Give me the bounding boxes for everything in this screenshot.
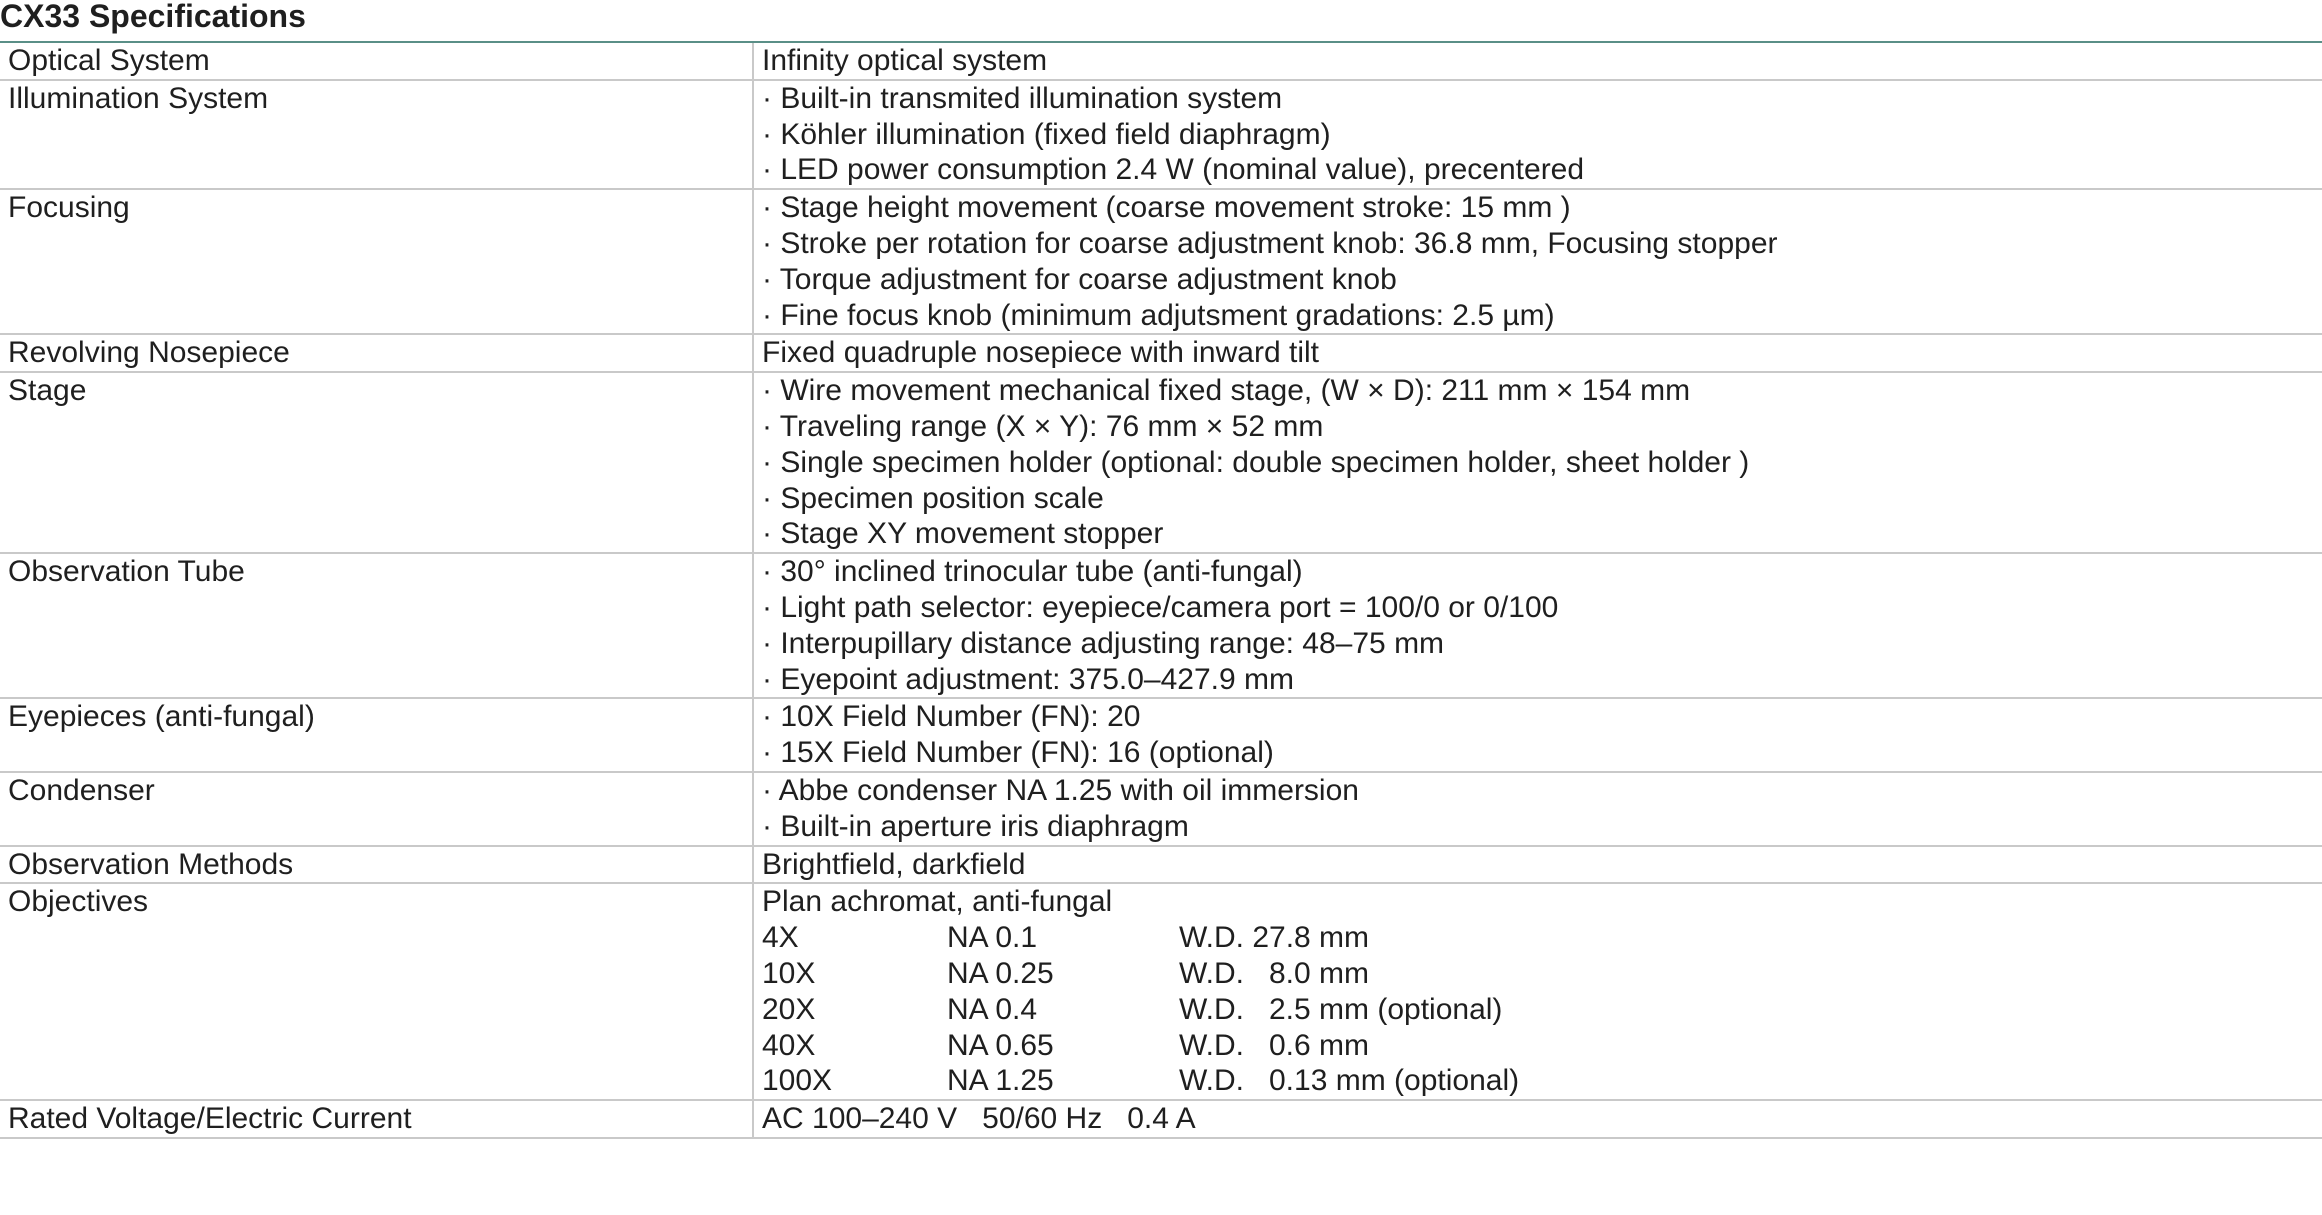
spec-value-line: Fixed quadruple nosepiece with inward tilt <box>762 336 1319 370</box>
spec-value-line: · Traveling range (X × Y): 76 mm × 52 mm <box>762 409 1324 443</box>
spec-value-line: · Specimen position scale <box>762 481 1104 515</box>
objective-magnification: 20X <box>762 992 816 1026</box>
objective-row <box>762 920 2322 956</box>
spec-row-revolving-nosepiece <box>0 334 2322 372</box>
spec-value-line: · Stroke per rotation for coarse adjustment knob: 36.8 mm, Focusing stopper <box>762 226 1778 260</box>
spec-row-condenser <box>0 772 2322 846</box>
objective-numerical-aperture: NA 0.65 <box>947 1028 1054 1062</box>
spec-value-line: · LED power consumption 2.4 W (nominal value), precentered <box>762 153 1585 187</box>
objective-magnification: 4X <box>762 921 799 955</box>
spec-value-line: · Built-in transmited illumination system <box>762 81 1283 115</box>
spec-label <box>0 553 753 698</box>
spec-row-illumination-system <box>0 80 2322 189</box>
spec-value <box>753 772 2322 846</box>
spec-value <box>753 846 2322 884</box>
spec-value-line: · 30° inclined trinocular tube (anti-fungal) <box>762 555 1303 589</box>
spec-value-line: · 15X Field Number (FN): 16 (optional) <box>762 736 1274 770</box>
spec-label-text: Stage <box>8 374 87 408</box>
spec-row-objectives <box>0 883 2322 1100</box>
spec-value <box>753 553 2322 698</box>
spec-table <box>0 43 2322 1139</box>
spec-value-line: · Wire movement mechanical fixed stage, (W × D): 211 mm × 154 mm <box>762 374 1691 408</box>
objective-working-distance: W.D. 0.13 mm (optional) <box>1179 1064 1520 1098</box>
objective-row <box>762 1028 2322 1064</box>
spec-label <box>0 372 753 553</box>
spec-value <box>753 80 2322 189</box>
objective-working-distance: W.D. 27.8 mm <box>1179 921 1370 955</box>
spec-label-text: Objectives <box>8 885 149 919</box>
spec-label <box>0 43 753 80</box>
spec-value-line: · Abbe condenser NA 1.25 with oil immersion <box>762 773 1359 807</box>
spec-row-stage <box>0 372 2322 553</box>
page-title: CX33 Specifications <box>0 0 306 34</box>
spec-label-text: Focusing <box>8 191 130 225</box>
objective-magnification: 10X <box>762 956 816 990</box>
spec-row-observation-tube <box>0 553 2322 698</box>
spec-label-text: Optical System <box>8 44 210 77</box>
objective-row <box>762 956 2322 992</box>
objective-row <box>762 992 2322 1028</box>
spec-label-text: Revolving Nosepiece <box>8 336 290 370</box>
spec-label <box>0 883 753 1100</box>
spec-row-rated-voltage-electric-current <box>0 1100 2322 1138</box>
spec-label <box>0 772 753 846</box>
spec-label <box>0 846 753 884</box>
objective-working-distance: W.D. 0.6 mm <box>1179 1028 1370 1062</box>
objective-magnification: 40X <box>762 1028 816 1062</box>
spec-label-text: Eyepieces (anti-fungal) <box>8 700 315 734</box>
spec-row-optical-system <box>0 43 2322 80</box>
spec-label <box>0 698 753 772</box>
spec-value-line: · Fine focus knob (minimum adjutsment gradations: 2.5 µm) <box>762 298 1555 332</box>
spec-label-text: Observation Methods <box>8 847 294 881</box>
spec-value-line: · Stage height movement (coarse movement stroke: 15 mm ) <box>762 191 1571 225</box>
spec-value <box>753 1100 2322 1138</box>
objective-numerical-aperture: NA 0.4 <box>947 992 1038 1026</box>
objective-working-distance: W.D. 8.0 mm <box>1179 956 1370 990</box>
spec-value-line: Brightfield, darkfield <box>762 847 1026 881</box>
spec-value <box>753 883 2322 1100</box>
spec-row-focusing <box>0 189 2322 334</box>
objective-magnification: 100X <box>762 1064 833 1098</box>
spec-label <box>0 189 753 334</box>
spec-row-eyepieces-anti-fungal <box>0 698 2322 772</box>
spec-label-text: Observation Tube <box>8 555 245 589</box>
spec-value-line: Plan achromat, anti-fungal <box>762 885 1113 919</box>
spec-value-line: · Built-in aperture iris diaphragm <box>762 809 1189 843</box>
spec-value-line: · 10X Field Number (FN): 20 <box>762 700 1141 734</box>
spec-value-line: · Stage XY movement stopper <box>762 517 1164 551</box>
spec-label-text: Illumination System <box>8 81 269 115</box>
objective-row <box>762 1063 2322 1099</box>
spec-value-line: · Köhler illumination (fixed field diaphragm) <box>762 117 1331 151</box>
spec-value <box>753 189 2322 334</box>
spec-value <box>753 43 2322 80</box>
spec-label <box>0 334 753 372</box>
spec-label <box>0 80 753 189</box>
spec-value-line: Infinity optical system <box>762 44 1048 77</box>
objective-numerical-aperture: NA 0.1 <box>947 921 1038 955</box>
spec-value <box>753 698 2322 772</box>
spec-label-text: Condenser <box>8 773 155 807</box>
spec-value <box>753 334 2322 372</box>
objective-numerical-aperture: NA 1.25 <box>947 1064 1054 1098</box>
spec-value-line: AC 100–240 V 50/60 Hz 0.4 A <box>762 1102 1196 1136</box>
spec-label-text: Rated Voltage/Electric Current <box>8 1102 412 1136</box>
objective-working-distance: W.D. 2.5 mm (optional) <box>1179 992 1503 1026</box>
objective-numerical-aperture: NA 0.25 <box>947 956 1054 990</box>
spec-value-line: · Interpupillary distance adjusting range: 48–75 mm <box>762 626 1445 660</box>
spec-value <box>753 372 2322 553</box>
spec-value-line: · Torque adjustment for coarse adjustment knob <box>762 262 1397 296</box>
spec-value-line: · Light path selector: eyepiece/camera port = 100/0 or 0/100 <box>762 590 1559 624</box>
spec-label <box>0 1100 753 1138</box>
spec-row-observation-methods <box>0 846 2322 884</box>
spec-value-line: · Single specimen holder (optional: double specimen holder, sheet holder ) <box>762 445 1750 479</box>
spec-value-line: · Eyepoint adjustment: 375.0–427.9 mm <box>762 662 1294 696</box>
